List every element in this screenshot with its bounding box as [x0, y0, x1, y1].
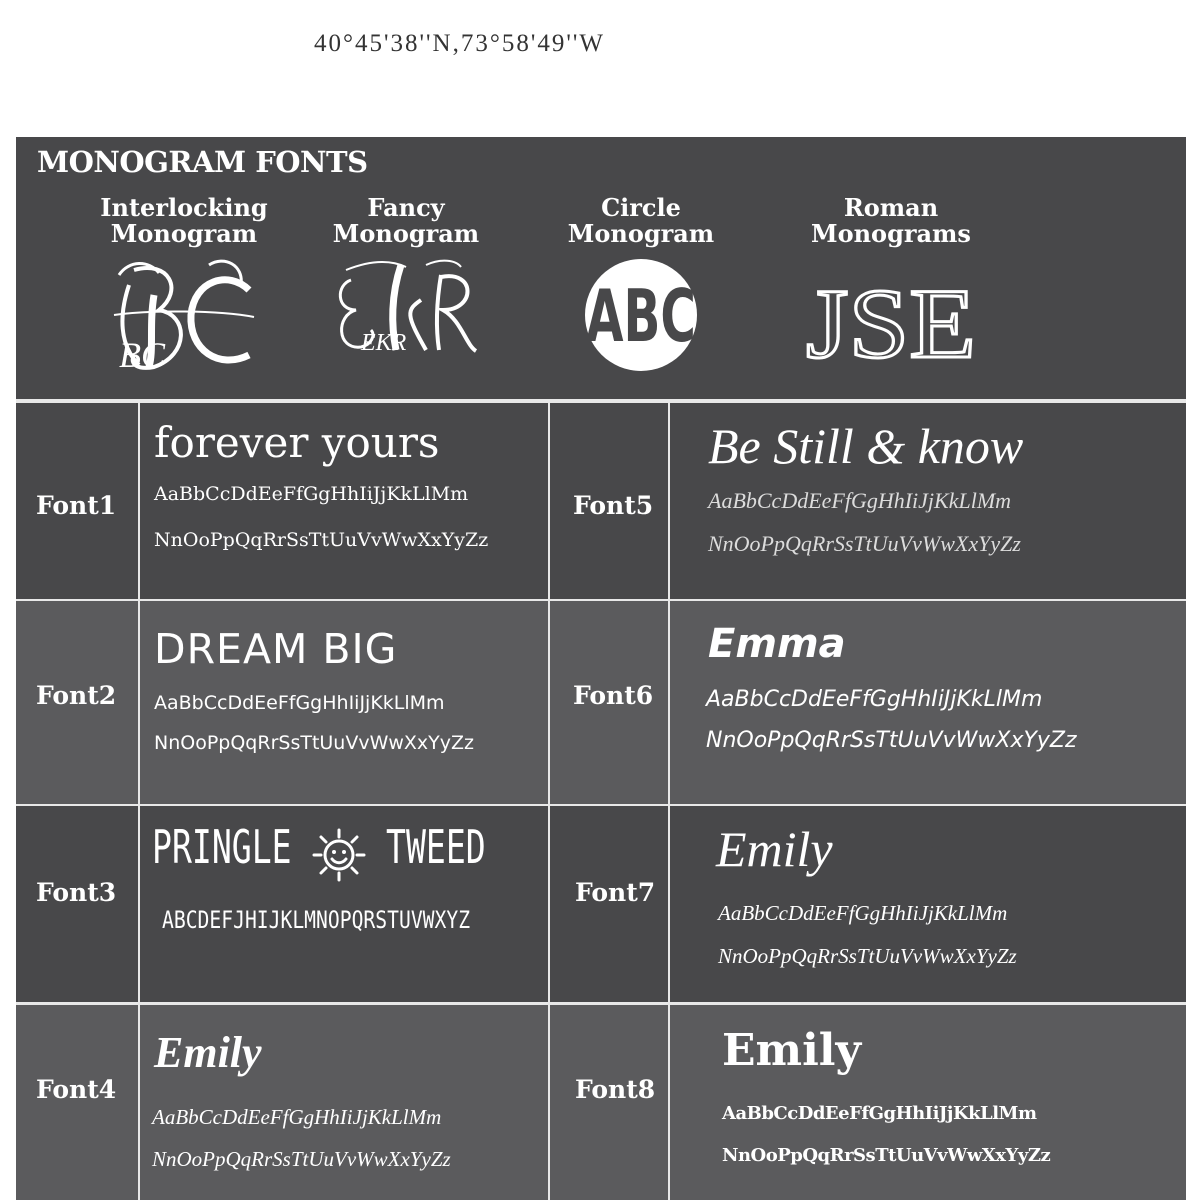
- monogram-heading: MONOGRAM FONTS: [37, 145, 368, 179]
- column-divider: [548, 1005, 550, 1200]
- column-divider: [548, 601, 550, 804]
- circle-monogram-art: [581, 255, 701, 375]
- font7-alphabet-upper: AaBbCcDdEeFfGgHhIiJjKkLlMm: [718, 901, 1008, 925]
- coordinates-text: 40°45'38''N,73°58'49''W: [314, 30, 605, 57]
- font8-sample-title: Emily: [722, 1025, 862, 1076]
- font-row-1: [16, 403, 1186, 599]
- sun-face-icon: [312, 828, 366, 882]
- column-divider: [138, 1005, 140, 1200]
- monogram-label: Circle Monogram: [567, 193, 715, 248]
- font3-alphabet: ABCDEFJHIJKLMNOPQRSTUVWXYZ: [162, 906, 471, 934]
- monogram-circle: [541, 195, 741, 375]
- font3-label: Font3: [36, 878, 117, 907]
- monogram-label: Roman Monograms: [811, 193, 971, 248]
- font8-alphabet-lower: NnOoPpQqRrSsTtUuVvWwXxYyZz: [722, 1145, 1051, 1166]
- font6-alphabet-upper: AaBbCcDdEeFfGgHhIiJjKkLlMm: [706, 687, 1043, 712]
- font7-sample-title: Emily: [716, 821, 833, 877]
- font-row-2: [16, 601, 1186, 804]
- monogram-roman: [791, 193, 991, 379]
- font2-alphabet-upper: AaBbCcDdEeFfGgHhIiJjKkLlMm: [154, 692, 445, 714]
- column-divider: [548, 806, 550, 1002]
- monogram-interlocking: [64, 195, 304, 380]
- font6-alphabet-lower: NnOoPpQqRrSsTtUuVvWwXxYyZz: [706, 728, 1077, 753]
- column-divider: [668, 601, 670, 804]
- column-divider: [138, 806, 140, 1002]
- column-divider: [548, 403, 550, 599]
- monogram-panel: [16, 137, 1186, 399]
- roman-monogram-letters: JSE: [806, 268, 976, 379]
- fancy-monogram-art: [331, 255, 481, 365]
- font8-alphabet-upper: AaBbCcDdEeFfGgHhIiJjKkLlMm: [722, 1103, 1037, 1124]
- monogram-fancy: [306, 195, 506, 365]
- interlocking-monogram-letters: BC: [119, 335, 166, 375]
- font1-label: Font1: [36, 491, 117, 520]
- font5-sample-title: Be Still & know: [708, 418, 1024, 474]
- font4-label: Font4: [36, 1075, 117, 1104]
- font7-label: Font7: [575, 878, 656, 907]
- font4-alphabet-upper: AaBbCcDdEeFfGgHhIiJjKkLlMm: [152, 1105, 442, 1129]
- font1-alphabet-lower: NnOoPpQqRrSsTtUuVvWwXxYyZz: [154, 529, 489, 551]
- font4-sample-title: Emily: [154, 1028, 262, 1077]
- roman-monogram-art: [801, 255, 981, 379]
- font5-alphabet-upper: AaBbCcDdEeFfGgHhIiJjKkLlMm: [708, 488, 1012, 513]
- font7-alphabet-lower: NnOoPpQqRrSsTtUuVvWwXxYyZz: [718, 944, 1017, 968]
- fancy-monogram-letters: EKR: [361, 330, 407, 356]
- font6-sample-title: Emma: [708, 621, 846, 667]
- interlocking-monogram-art: [109, 255, 259, 380]
- font6-label: Font6: [573, 681, 654, 710]
- font5-label: Font5: [573, 491, 654, 520]
- font-row-4: [16, 1005, 1186, 1200]
- font2-alphabet-lower: NnOoPpQqRrSsTtUuVvWwXxYyZz: [154, 732, 475, 754]
- font3-title-right: TWEED: [386, 820, 486, 874]
- font3-title-left: PRINGLE: [152, 820, 292, 874]
- font5-alphabet-lower: NnOoPpQqRrSsTtUuVvWwXxYyZz: [708, 531, 1021, 556]
- font1-sample-title: forever yours: [154, 418, 440, 467]
- column-divider: [668, 1005, 670, 1200]
- font1-alphabet-upper: AaBbCcDdEeFfGgHhIiJjKkLlMm: [154, 483, 469, 505]
- font2-label: Font2: [36, 681, 117, 710]
- font-row-3: [16, 806, 1186, 1002]
- column-divider: [668, 806, 670, 1002]
- column-divider: [138, 403, 140, 599]
- column-divider: [668, 403, 670, 599]
- font2-sample-title: DREAM BIG: [154, 625, 398, 673]
- monogram-label: Interlocking Monogram: [100, 193, 268, 248]
- column-divider: [138, 601, 140, 804]
- font8-label: Font8: [575, 1075, 656, 1104]
- circle-monogram-letters: ABC: [586, 274, 696, 358]
- font4-alphabet-lower: NnOoPpQqRrSsTtUuVvWwXxYyZz: [152, 1147, 451, 1171]
- monogram-label: Fancy Monogram: [332, 193, 480, 248]
